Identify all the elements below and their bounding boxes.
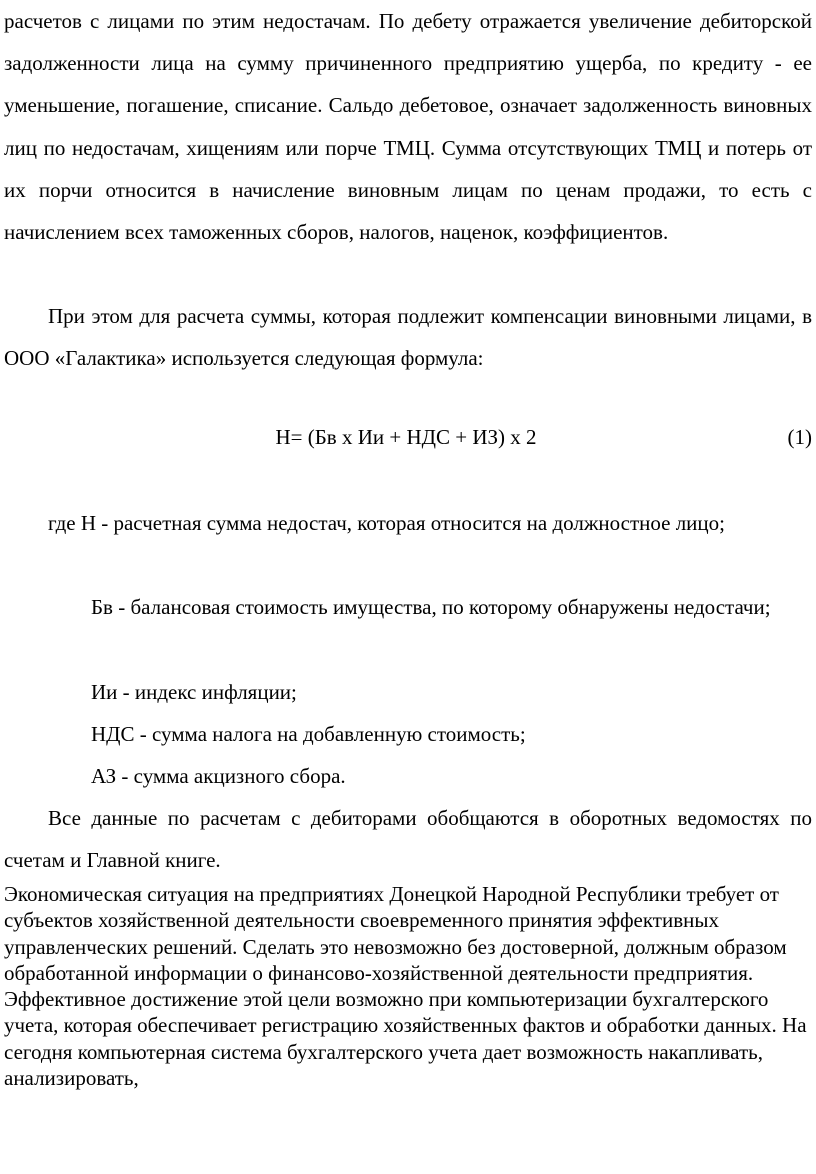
paragraph-text: Бв - балансовая стоимость имущества, по которому обнаружены недостачи; (91, 595, 771, 619)
paragraph-shortage-accounts (4, 0, 812, 253)
paragraph-where-n (4, 502, 812, 544)
paragraph-where-bv (4, 586, 812, 628)
list-item-nds: НДС - сумма налога на добавленную стоимость; (91, 722, 526, 746)
paragraph-text: Все данные по расчетам с дебиторами обобщаются в оборотных ведомостях по счетам и Главной книге. (4, 806, 812, 873)
paragraph-debtors-data (4, 797, 812, 881)
paragraph-text: где Н - расчетная сумма недостач, которая относится на должностное лицо; (48, 511, 725, 535)
formula-line (0, 421, 812, 453)
list-item-ii: Ии - индекс инфляции; (91, 680, 297, 704)
formula-number: (1) (787, 425, 812, 449)
list-item-az: АЗ - сумма акцизного сбора. (91, 764, 346, 788)
paragraph-text: расчетов с лицами по этим недостачам. По дебету отражается увеличение дебиторской задолженности лица на сумму причиненного предприятию ущерба, по кредиту - ее уменьшение, погашение, списание. Сальдо дебетовое, означает задолженность виновных лиц по недостачам, хищениям или порче ТМЦ. Сумма отсутствующих ТМЦ и потерь от их порчи относится в начисление виновным лицам по ценам продажи, то есть с начислением всех таможенных сборов, налогов, наценок, коэффициентов. (4, 9, 812, 245)
paragraph-text: При этом для расчета суммы, которая подлежит компенсации виновными лицами, в ООО «Галактика» используется следующая формула: (4, 304, 812, 371)
paragraph-economic-situation: Экономическая ситуация на предприятиях Донецкой Народной Республики требует от субъектов хозяйственной деятельности своевременного принятия эффективных управленческих решений. Сделать это невозможно без достоверной, должным образом обработанной информации о финансово-хозяйственной деятельности предприятия. Эффективное достижение этой цели возможно при компьютеризации бухгалтерского учета, которая обеспечивает регистрацию хозяйственных фактов и обработки данных. На сегодня компьютерная система бухгалтерского учета дает возможность накапливать, анализировать, (4, 882, 807, 1091)
formula-expression: Н= (Бв х Ии + НДС + ИЗ) х 2 (275, 425, 537, 449)
paragraph-compensation-intro (4, 295, 812, 379)
